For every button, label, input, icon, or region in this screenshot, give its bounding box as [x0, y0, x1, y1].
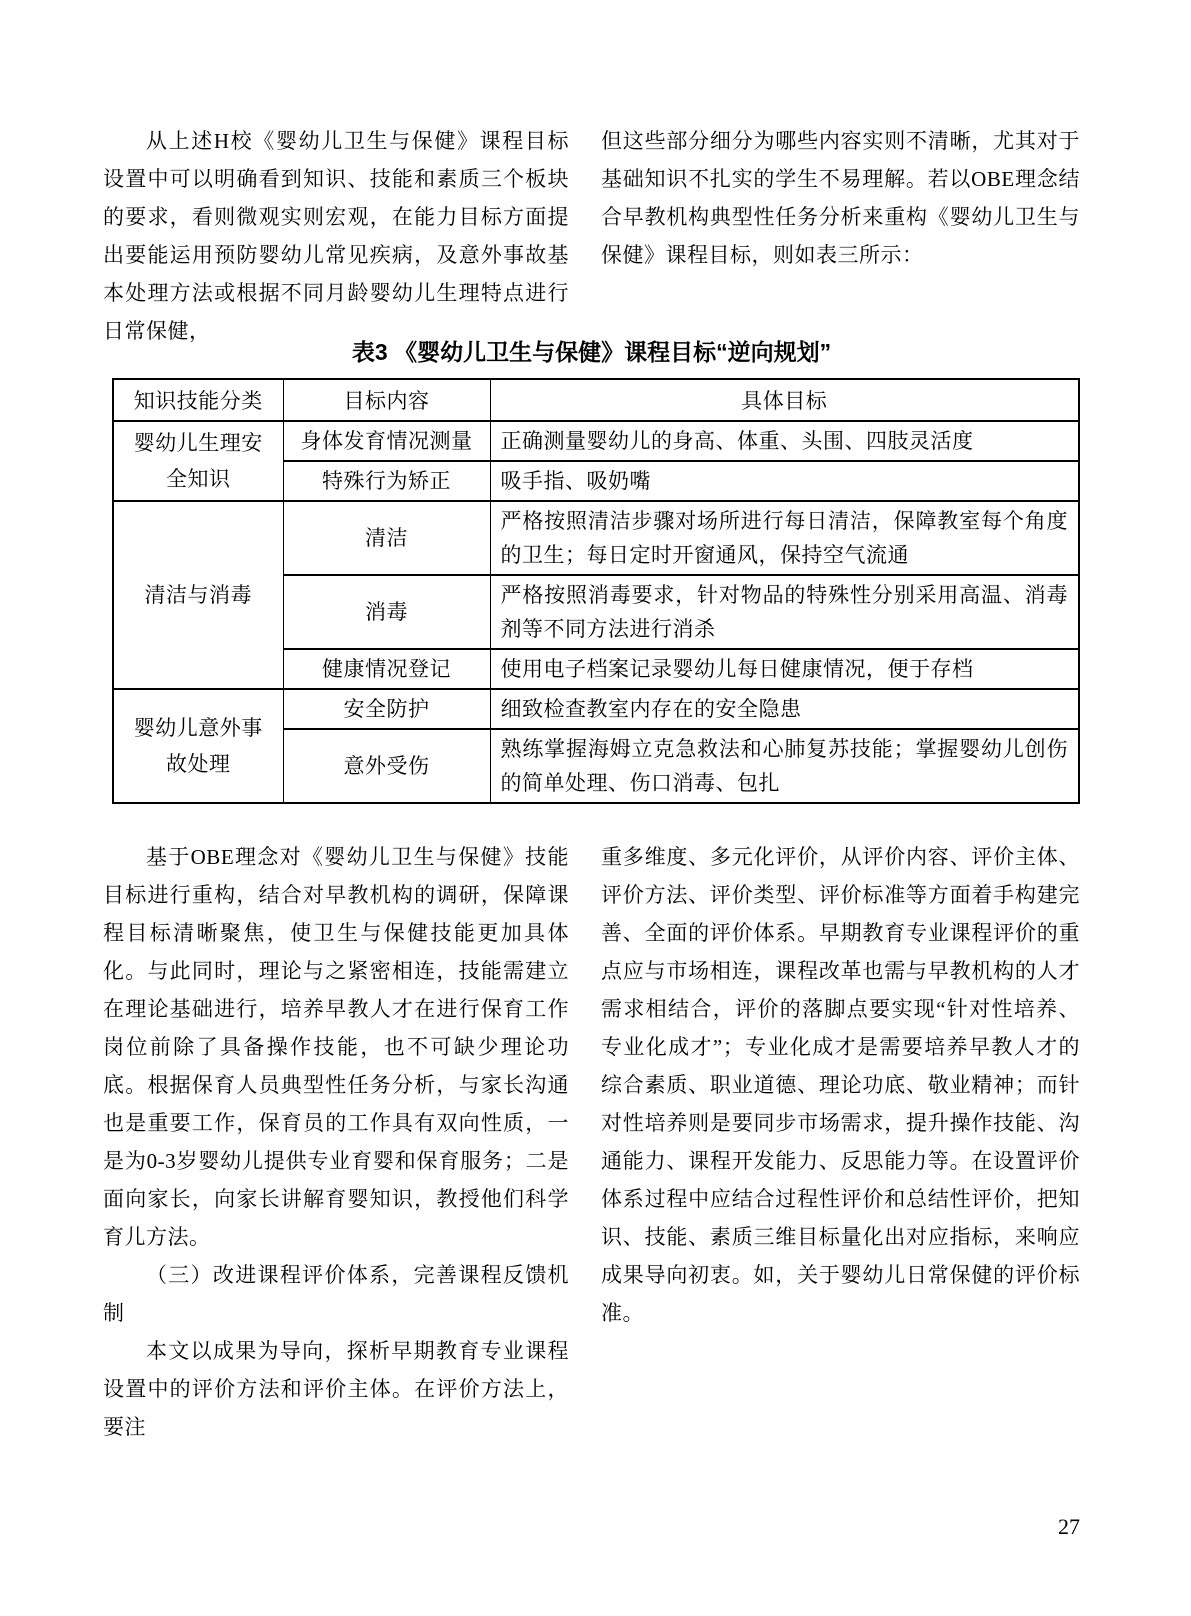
table-row [113, 501, 1079, 575]
intro-column-right [601, 122, 1080, 274]
intro-column-left [103, 122, 569, 350]
category-cell: 婴幼儿生理安全知识 [113, 421, 283, 501]
target-cell: 特殊行为矫正 [283, 461, 490, 501]
detail-cell: 吸手指、吸奶嘴 [490, 461, 1079, 501]
page-number: 27 [1058, 1514, 1080, 1539]
target-cell: 消毒 [283, 575, 490, 649]
detail-cell: 严格按照清洁步骤对场所进行每日清洁，保障教室每个角度的卫生；每日定时开窗通风，保持空气流通 [490, 501, 1079, 575]
curriculum-objectives-table [112, 378, 1080, 804]
table-caption: 表3 《婴幼儿卫生与保健》课程目标“逆向规划” [351, 339, 832, 365]
header-category: 知识技能分类 [113, 379, 283, 421]
table-row [113, 421, 1079, 461]
detail-cell: 使用电子档案记录婴幼儿每日健康情况，便于存档 [490, 649, 1079, 689]
table-row [113, 689, 1079, 729]
header-target: 目标内容 [283, 379, 490, 421]
category-cell: 清洁与消毒 [113, 501, 283, 689]
target-cell: 身体发育情况测量 [283, 421, 490, 461]
target-cell: 意外受伤 [283, 729, 490, 803]
category-cell: 婴幼儿意外事故处理 [113, 689, 283, 803]
detail-cell: 正确测量婴幼儿的身高、体重、头围、四肢灵活度 [490, 421, 1079, 461]
detail-cell: 严格按照消毒要求，针对物品的特殊性分别采用高温、消毒剂等不同方法进行消杀 [490, 575, 1079, 649]
header-detail: 具体目标 [490, 379, 1079, 421]
target-cell: 安全防护 [283, 689, 490, 729]
intro-paragraph-right: 但这些部分细分为哪些内容实则不清晰，尤其对于基础知识不扎实的学生不易理解。若以OBE理念结合早教机构典型性任务分析来重构《婴幼儿卫生与保健》课程目标，则如表三所示： [601, 129, 1080, 267]
body-paragraph: 重多维度、多元化评价，从评价内容、评价主体、评价方法、评价类型、评价标准等方面着手构建完善、全面的评价体系。早期教育专业课程评价的重点应与市场相连，课程改革也需与早教机构的人才需求相结合，评价的落脚点要实现“针对性培养、专业化成才”；专业化成才是需要培养早教人才的综合素质、职业道德、理论功底、敬业精神；而针对性培养则是要同步市场需求，提升操作技能、沟通能力、课程开发能力、反思能力等。在设置评价体系过程中应结合过程性评价和总结性评价，把知识、技能、素质三维目标量化出对应指标，来响应成果导向初衷。如，关于婴幼儿日常保健的评价标准。 [601, 845, 1080, 1325]
body-column-right [601, 838, 1080, 1332]
body-paragraph: 基于OBE理念对《婴幼儿卫生与保健》技能目标进行重构，结合对早教机构的调研，保障课程目标清晰聚焦，使卫生与保健技能更加具体化。与此同时，理论与之紧密相连，技能需建立在理论基础进行，培养早教人才在进行保育工作岗位前除了具备操作技能，也不可缺少理论功底。根据保育人员典型性任务分析，与家长沟通也是重要工作，保育员的工作具有双向性质，一是为0-3岁婴幼儿提供专业育婴和保育服务；二是面向家长，向家长讲解育婴知识，教授他们科学育儿方法。 [103, 845, 569, 1249]
target-cell: 健康情况登记 [283, 649, 490, 689]
table-header-row [113, 379, 1079, 421]
body-paragraph: 本文以成果为导向，探析早期教育专业课程设置中的评价方法和评价主体。在评价方法上，要注 [103, 1339, 569, 1439]
detail-cell: 细致检查教室内存在的安全隐患 [490, 689, 1079, 729]
body-column-left [103, 838, 569, 1446]
body-subheading: （三）改进课程评价体系，完善课程反馈机制 [103, 1263, 569, 1325]
target-cell: 清洁 [283, 501, 490, 575]
detail-cell: 熟练掌握海姆立克急救法和心肺复苏技能；掌握婴幼儿创伤的简单处理、伤口消毒、包扎 [490, 729, 1079, 803]
intro-paragraph-left: 从上述H校《婴幼儿卫生与保健》课程目标设置中可以明确看到知识、技能和素质三个板块的要求，看则微观实则宏观，在能力目标方面提出要能运用预防婴幼儿常见疾病，及意外事故基本处理方法或根据不同月龄婴幼儿生理特点进行日常保健， [103, 129, 569, 343]
